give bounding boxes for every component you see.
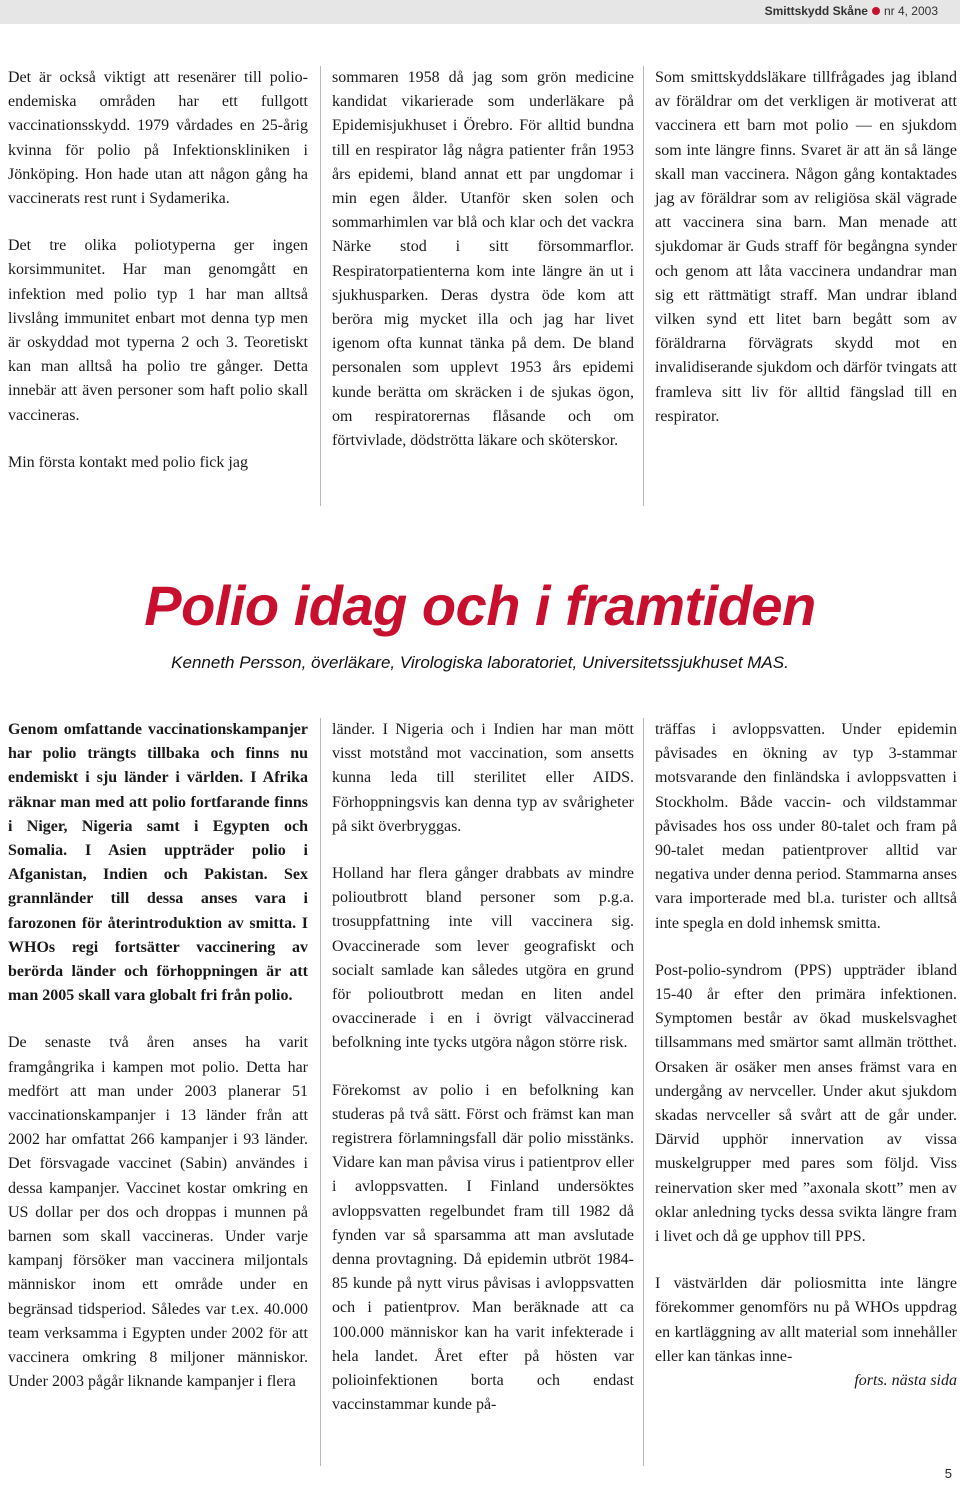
paragraph: länder. I Nigeria och i Indien har man mött visst motstånd mot vaccination, som ansetts kunna leda till sterilitet eller AIDS. Förhoppningsvis kan denna typ av svårigheter på sikt överbryggas. (332, 721, 634, 835)
continued-note: forts. nästa sida (854, 1372, 957, 1390)
paragraph: De senaste två åren anses ha varit framgångrika i kampen mot polio. Detta har medfört att man under 2003 planerar 51 vaccinationskampanjer i 13 länder från att 2002 har omfattat 266 kampanjer i 93 länder. Det försvagade vaccinet (Sabin) användes i dessa kampanjer. Vaccinet kostar omkring en US dollar per dos och droppas i munnen på barnen som skall vaccineras. Under varje kampanj försöker man vaccinera miljontals människor inom ett område under en begränsad tidsperiod. Således var t.ex. 40.000 team verksamma i Egypten under 2002 för att vaccinera omkring 8 miljoner människor. Under 2003 pågår liknande kampanjer i flera (8, 1034, 308, 1391)
column-divider (320, 718, 321, 1466)
paragraph: Det tre olika poliotyperna ger ingen korsimmunitet. Har man genomgått en infektion med polio typ 1 har man alltså livslång immunitet enbart mot denna typ men är oskyddad mot typerna 2 och 3. Teoretiskt kan man alltså ha polio tre gånger. Detta innebär att även personer som haft polio skall vaccineras. (8, 237, 308, 424)
paragraph: Som smittskyddsläkare tillfrågades jag ibland av föräldrar om det verkligen är motiverat att vaccinera ett barn mot polio — en sjukdom som inte längre finns. Svaret är att än så länge skall man vaccinera. Någon gång kontaktades jag av föräldrar som av religiösa skäl vägrade att vaccinera sina barn. Man menade att sjukdomar är Guds straff för begångna synder och genom att låta vaccinera undandrar man sig ett rättmätigt straff. Man undrar ibland vilken synd ett litet barn begått som av föräldrarna förvägrats skydd mot en invalidiserande sjukdom och därför tvingats att framleva sitt liv för alltid fängslad till en respirator. (655, 69, 957, 425)
paragraph: träffas i avloppsvatten. Under epidemin påvisades en ökning av typ 3-stammar motsvarande den finländska i avloppsvatten i Stockholm. Både vaccin- och vildstammar påvisades hos oss under 80-talet och fram på 90-talet medan patientprover alltid var negativa under denna period. Stammarna anses vara importerade med bl.a. turister och alltså inte spegla en dold inhemsk smitta. (655, 721, 957, 932)
column-divider (320, 66, 321, 506)
column-divider (643, 718, 644, 1466)
article-column-2 (332, 718, 634, 1417)
paragraph: Min första kontakt med polio fick jag (8, 453, 248, 471)
top-column-2 (332, 66, 634, 453)
article-column-3 (655, 718, 957, 1416)
top-column-1 (8, 66, 308, 475)
paragraph: Holland har flera gånger drabbats av mindre polioutbrott bland personer som p.g.a. trosuppfattning inte vill vaccinera sig. Ovaccinerade som lever geografiskt och socialt samlade kan således utgöra en grund för polioutbrott medan en liten andel ovaccinerade i en i övrigt välvaccinerad befolkning inte tycks utgöra någon större risk. (332, 865, 634, 1052)
article-title: Polio idag och i framtiden (144, 574, 816, 637)
issue-label: nr 4, 2003 (883, 4, 938, 18)
running-header (765, 4, 938, 18)
paragraph: sommaren 1958 då jag som grön medicine kandidat vikarierade som underläkare på Epidemisjukhuset i Örebro. För alltid bundna till en respirator låg några patienter från 1953 års epidemi, bland annat ett par ungdomar i min egen ålder. Utanför sken solen och sommarhimlen var blå och klar och det vackra Närke stod i sitt försommarflor. Respiratorpatienterna kom inte längre än ut i sjukhusparken. Deras dystra öde kom att beröra mig mycket illa och jag har livet igenom ofta kunnat tänka på dem. De bland personalen som upplevt 1953 års epidemi kunde berätta om skräcken i de sjukas ögon, om respiratorernas flåsande och om förtvivlade, dödströtta läkare och sköterskor. (332, 69, 634, 450)
article-byline: Kenneth Persson, överläkare, Virologiska laboratoriet, Universitetssjukhuset MAS. (171, 653, 789, 672)
header-bar (0, 0, 960, 24)
page-number: 5 (944, 1466, 952, 1481)
paragraph: I västvärlden där poliosmitta inte längre förekommer genomförs nu på WHOs uppdrag en kartläggning av allt material som innehåller eller kan tänkas inne- (655, 1275, 957, 1365)
top-column-3 (655, 66, 957, 429)
publication-name: Smittskydd Skåne (764, 4, 868, 18)
article-column-1 (8, 718, 308, 1394)
paragraph: Förekomst av polio i en befolkning kan studeras på två sätt. Först och främst kan man registrera förlamningsfall där polio misstänks. Vidare kan man påvisa virus i patientprov eller i avloppsvatten. I Finland undersöktes avloppsvatten regelbundet fram till 1982 då fynden var så sparsamma att man avslutade denna provtagning. Då epidemin utbröt 1984-85 kunde på nytt virus påvisas i avloppsvatten och i patientprov. Man beräknade att ca 100.000 människor kan ha varit infekterade i hela landet. Året efter på hösten var polioinfektionen borta och endast vaccinstammar kunde på- (332, 1081, 634, 1414)
bullet-dot-icon (872, 7, 880, 15)
paragraph: Post-polio-syndrom (PPS) uppträder ibland 15-40 år efter den primära infektionen. Symptomen består av ökad muskelsvaghet tillsammans med smärtor samt allmän trötthet. Orsaken är osäker men anses främst vara en undergång av nervceller. Under akut sjukdom skadas nervceller så svårt att de går under. Därvid upphör innervation av vissa muskelgrupper med pares som följd. Viss reinervation sker med ”axonala skott” men av oklar anledning tycks dessa svikta längre fram i livet och då ge upphov till PPS. (655, 961, 957, 1246)
column-divider (643, 66, 644, 506)
paragraph: Det är också viktigt att resenärer till polio-endemiska områden har ett fullgott vaccinationsskydd. 1979 vårdades en 25-årig kvinna för polio på Infektionskliniken i Jönköping. Hon hade utan att någon gång ha vaccinerats rest runt i Sydamerika. (8, 69, 308, 208)
article-lead: Genom omfattande vaccinationskampanjer har polio trängts tillbaka och finns nu endemiskt i sju länder i världen. I Afrika räknar man med att polio fortfarande finns i Niger, Nigeria samt i Egypten och Somalia. I Asien uppträder polio i Afganistan, Indien och Pakistan. Sex grannländer till dessa anses vara i farozonen för återintroduktion av smitta. I WHOs regi fortsätter vaccinering av berörda länder och förhoppningen är att man 2005 skall vara globalt fri från polio. (8, 721, 308, 1005)
